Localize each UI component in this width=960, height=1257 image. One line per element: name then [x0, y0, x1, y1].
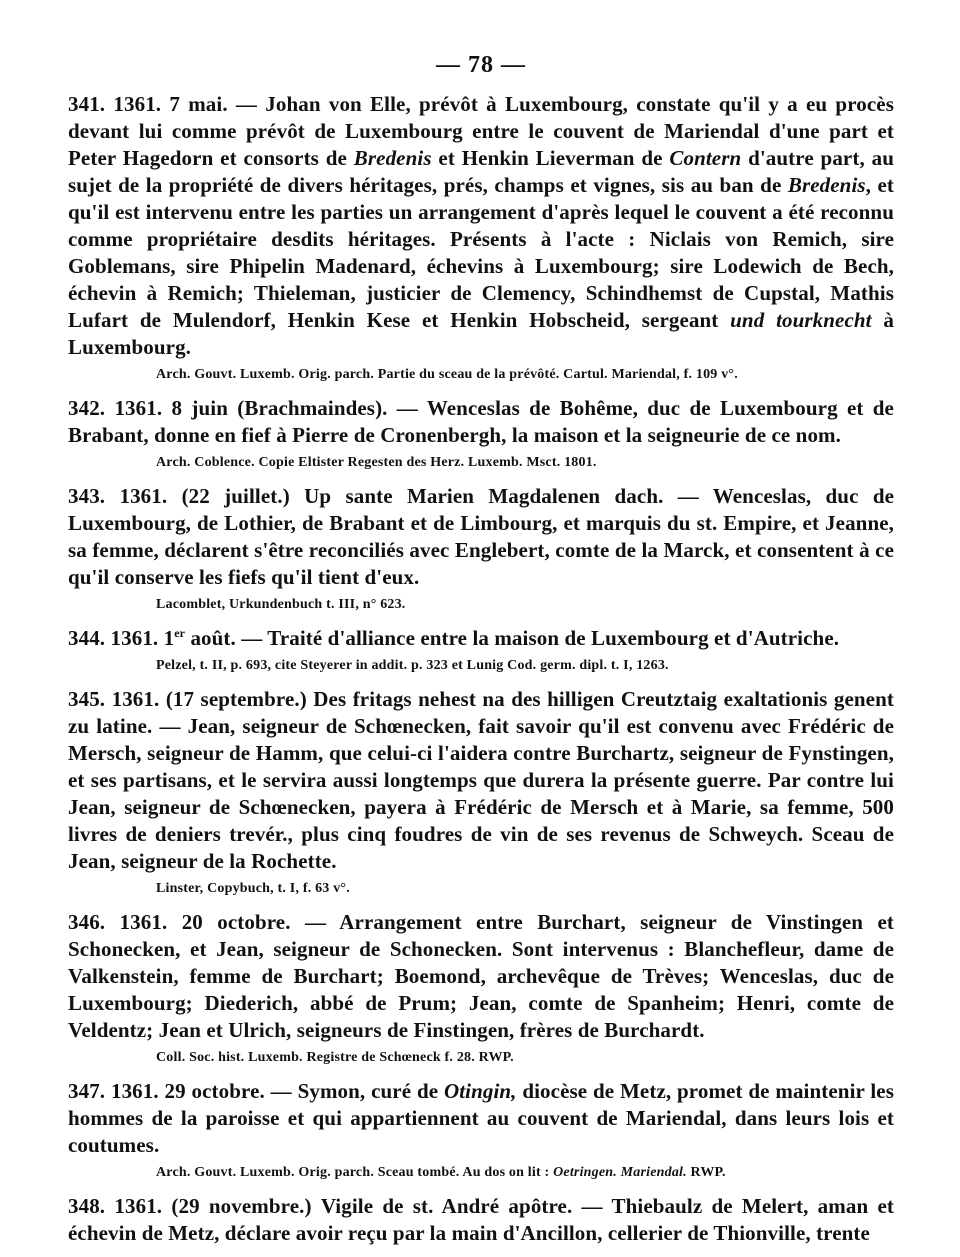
entry-number: 344.: [68, 626, 106, 650]
entry-body: à Luxembourg.: [68, 308, 894, 359]
page-number: — 78 —: [436, 52, 526, 78]
entry-date: (22 juillet.): [181, 484, 290, 508]
entry-344: [68, 625, 894, 676]
entry-body: et Henkin Lieverman de: [431, 146, 670, 170]
entry-number: 342.: [68, 396, 106, 420]
entry-body: — Wenceslas de Bohême, duc de Luxembourg et de Brabant, donne en fief à Pierre de Cronenbergh, la maison et la seigneurie de ce nom.: [68, 396, 894, 447]
entry-text: [68, 1078, 894, 1159]
place-name: Bredenis: [787, 173, 866, 197]
feast-day: Up sante Marien Magdalenen dach.: [304, 484, 664, 508]
entry-body: — Johan von Elle, prévôt à Luxembourg, constate qu'il y a eu procès devant lui comme prévôt de Luxembourg entre le couvent de Mariendal d'une part et Peter Hagedorn et consorts de: [68, 92, 894, 170]
entry-body: , et qu'il est intervenu entre les parties un arrangement d'après lequel le couvent a été reconnu comme propriétaire desdits héritages. Présents à l'acte : Niclais von Remich, sire Goblemans, sire Phipelin Madenard, échevins à Luxembourg; sire Lodewich de Bech, échevin à Remich; Thieleman, justicier de Clemency, Schindhemst de Cupstal, Mathis Lufart de Mulendorf, Henkin Kese et Henkin Hobscheid, sergeant: [68, 173, 894, 332]
place-name: Otingin,: [443, 1079, 517, 1103]
source-text: RWP.: [686, 1165, 726, 1180]
entry-date: 1: [163, 626, 175, 650]
entry-year: 1361.: [110, 626, 159, 650]
entry-345: [68, 686, 894, 899]
entry-year: 1361.: [119, 910, 168, 934]
entry-text: [68, 625, 894, 652]
entry-year: 1361.: [119, 484, 168, 508]
entry-342: [68, 395, 894, 473]
entry-text: [68, 395, 894, 449]
document-page: [68, 52, 894, 1257]
source-citation: [156, 1163, 894, 1183]
entry-348: [68, 1193, 894, 1247]
entry-body: — Wenceslas, duc de Luxembourg, de Lothier, de Brabant et de Limbourg, et marquis du st. Empire, et Jeanne, sa femme, déclarent s'être reconciliés avec Englebert, comte de la Marck, et consentent à ce qu'il conserve les fiefs qu'il tient d'eux.: [68, 484, 895, 589]
entry-number: 348.: [68, 1194, 106, 1218]
entry-body: — Symon, curé de: [264, 1079, 444, 1103]
entry-year: 1361.: [113, 92, 162, 116]
entry-number: 345.: [68, 687, 106, 711]
entry-year: 1361.: [111, 687, 160, 711]
entry-text: [68, 91, 894, 361]
ordinal-suffix: er: [174, 626, 186, 640]
entry-body: — Arrangement entre Burchart, seigneur de Vinstingen et Schonecken, et Jean, seigneur de Schonecken. Sont intervenus : Blanchefleur, dame de Valkenstein, femme de Burchart; Boemond, archevêque de Trèves; Wenceslas, duc de Luxembourg; Diederich, abbé de Prum; Jean, comte de Spanheim; Henri, comte de Veldentz; Jean et Ulrich, seigneurs de Finstingen, frères de Burchardt.: [68, 910, 894, 1042]
entry-text: [68, 1193, 894, 1247]
feast-day: Vigile de st. André apôtre.: [320, 1194, 573, 1218]
entry-346: [68, 909, 894, 1068]
entry-date: 8 juin (Brachmaindes).: [171, 396, 388, 420]
entry-year: 1361.: [110, 1079, 159, 1103]
entry-year: 1361.: [114, 1194, 163, 1218]
entry-number: 347.: [68, 1079, 106, 1103]
source-citation: Coll. Soc. hist. Luxemb. Registre de Schœneck f. 28. RWP.: [156, 1050, 514, 1065]
place-name: Contern: [669, 146, 742, 170]
entry-date-rest: août.: [185, 626, 236, 650]
entry-date: (17 septembre.): [165, 687, 307, 711]
feast-day: Des fritags nehest na des hilligen Creutztaig exaltationis genent zu latine.: [68, 687, 894, 738]
entry-body: — Thiebaulz de Melert, aman et échevin de Metz, déclare avoir reçu par la main d'Ancillon, cellerier de Thionville, trente: [68, 1194, 894, 1245]
place-name: Bredenis: [353, 146, 432, 170]
entry-text: [68, 686, 894, 875]
entry-number: 346.: [68, 910, 106, 934]
entry-number: 341.: [68, 92, 106, 116]
entry-body: — Traité d'alliance entre la maison de Luxembourg et d'Autriche.: [235, 626, 840, 650]
entry-341: [68, 91, 894, 385]
entry-date: 20 octobre.: [181, 910, 291, 934]
entry-date: 7 mai.: [169, 92, 228, 116]
entry-number: 343.: [68, 484, 106, 508]
source-dorsal-note: Oetringen. Mariendal.: [553, 1165, 687, 1180]
source-citation: Pelzel, t. II, p. 693, cite Steyerer in addit. p. 323 et Lunig Cod. germ. dipl. t. I, 1263.: [156, 658, 669, 673]
entry-343: [68, 483, 894, 615]
emphasized-term: und tourknecht: [730, 308, 872, 332]
entry-347: [68, 1078, 894, 1183]
source-citation: Lacomblet, Urkundenbuch t. III, n° 623.: [156, 597, 406, 612]
entry-text: [68, 909, 894, 1044]
source-citation: Arch. Gouvt. Luxemb. Orig. parch. Partie du sceau de la prévôté. Cartul. Mariendal, f. 109 v°.: [156, 367, 738, 382]
source-citation: Arch. Coblence. Copie Eltister Regesten des Herz. Luxemb. Msct. 1801.: [156, 455, 597, 470]
entry-body: d'autre part, au sujet de la propriété de divers héritages, prés, champs et vignes, sis au ban de: [68, 146, 894, 197]
entry-year: 1361.: [114, 396, 163, 420]
entry-body: — Jean, seigneur de Schœnecken, fait savoir qu'il est convenu avec Frédéric de Mersch, seigneur de Hamm, que celui-ci l'aidera contre Burchartz, seigneur de Fynstingen, et ses partisans, et le servira aussi longtemps que durera la présente guerre. Par contre lui Jean, seigneur de Schœnecken, payera à Frédéric de Mersch et à Marie, sa femme, 500 livres de deniers trevér., plus cinq foudres de vin de ses revenus de Schweych. Sceau de Jean, seigneur de la Rochette.: [68, 714, 895, 873]
entry-text: [68, 483, 894, 591]
entry-date: (29 novembre.): [171, 1194, 312, 1218]
source-text: Arch. Gouvt. Luxemb. Orig. parch. Sceau tombé. Au dos on lit :: [156, 1165, 554, 1180]
entry-body: diocèse de Metz, promet de maintenir les hommes de la paroisse et qui appartiennent au couvent de Mariendal, dans leurs lois et coutumes.: [68, 1079, 894, 1157]
source-citation: Linster, Copybuch, t. I, f. 63 v°.: [156, 881, 350, 896]
entry-date: 29 octobre.: [164, 1079, 265, 1103]
